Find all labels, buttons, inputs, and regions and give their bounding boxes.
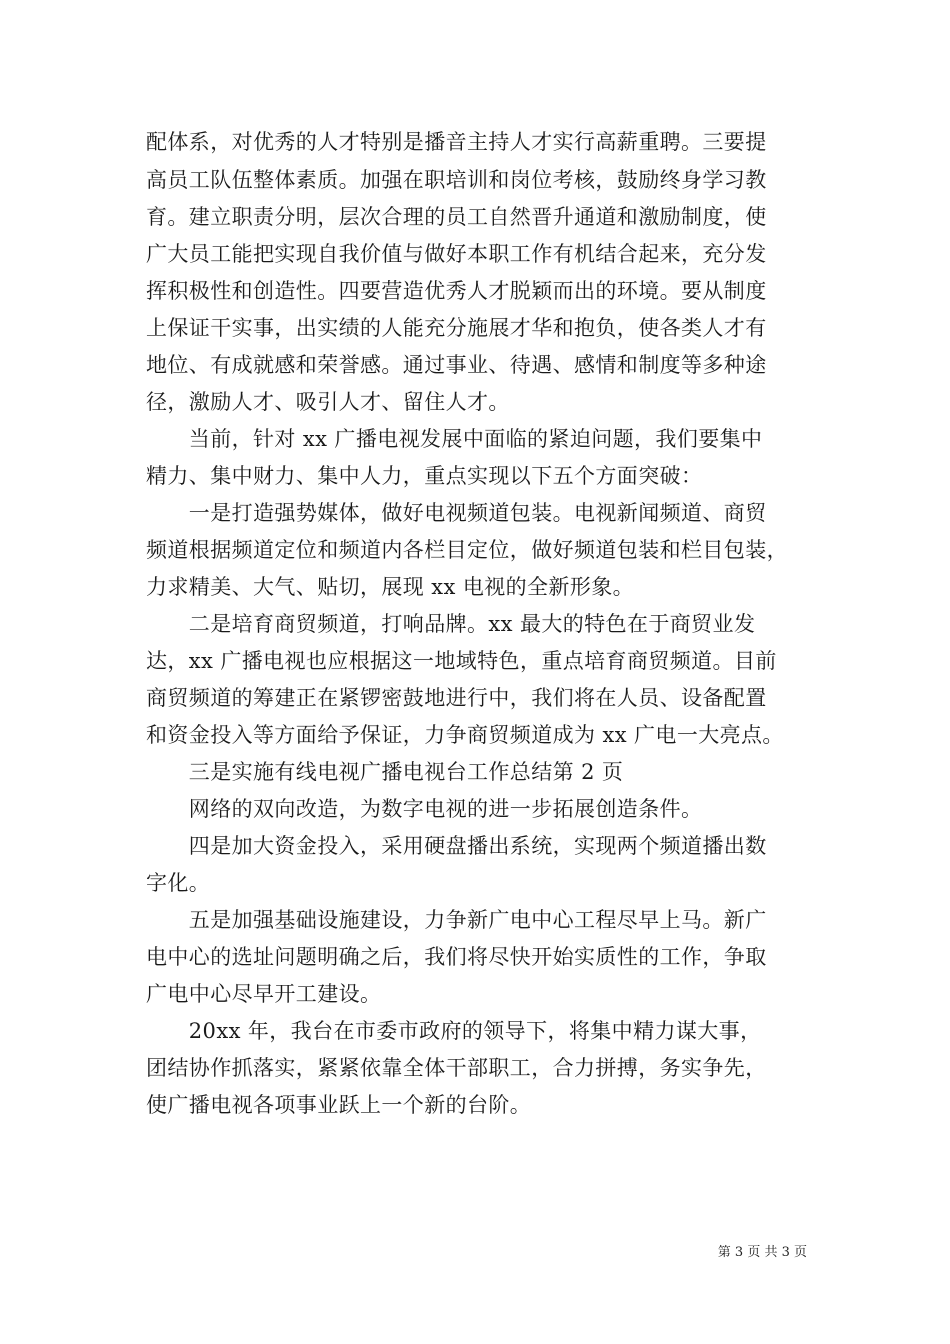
text-line: 精力、集中财力、集中人力，重点实现以下五个方面突破：: [146, 464, 703, 488]
text-line: 团结协作抓落实，紧紧依靠全体干部职工，合力拼搏，务实争先，: [146, 1056, 767, 1080]
text-line: 和资金投入等方面给予保证，力争商贸频道成为 xx 广电一大亮点。: [146, 723, 784, 747]
text-line: 育。建立职责分明，层次合理的员工自然晋升通道和激励制度，使: [146, 205, 767, 229]
text-line: 当前，针对 xx 广播电视发展中面临的紧迫问题，我们要集中: [146, 427, 763, 451]
text-line: 达，xx 广播电视也应根据这一地域特色，重点培育商贸频道。目前: [146, 649, 777, 673]
text-line: 广大员工能把实现自我价值与做好本职工作有机结合起来，充分发: [146, 242, 767, 266]
text-line: 20xx 年，我台在市委市政府的领导下，将集中精力谋大事，: [146, 1019, 762, 1043]
text-line: 地位、有成就感和荣誉感。通过事业、待遇、感情和制度等多种途: [146, 353, 767, 377]
text-line: 商贸频道的筹建正在紧锣密鼓地进行中，我们将在人员、设备配置: [146, 686, 767, 710]
text-line: 挥积极性和创造性。四要营造优秀人才脱颖而出的环境。要从制度: [146, 279, 767, 303]
text-line: 径，激励人才、吸引人才、留住人才。: [146, 390, 510, 414]
page-number: 第 3 页 共 3 页: [717, 1245, 807, 1260]
text-line: 力求精美、大气、贴切，展现 xx 电视的全新形象。: [146, 575, 635, 599]
text-line: 广电中心尽早开工建设。: [146, 982, 382, 1006]
text-line: 电中心的选址问题明确之后，我们将尽快开始实质性的工作，争取: [146, 945, 767, 969]
text-line: 一是打造强势媒体，做好电视频道包装。电视新闻频道、商贸: [146, 501, 767, 525]
text-line: 频道根据频道定位和频道内各栏目定位，做好频道包装和栏目包装，: [146, 538, 788, 562]
text-line: 五是加强基础设施建设，力争新广电中心工程尽早上马。新广: [146, 908, 767, 932]
text-line: 字化。: [146, 871, 211, 895]
text-line: 使广播电视各项事业跃上一个新的台阶。: [146, 1093, 532, 1117]
text-line: 高员工队伍整体素质。加强在职培训和岗位考核，鼓励终身学习教: [146, 168, 767, 192]
text-line: 四是加大资金投入，采用硬盘播出系统，实现两个频道播出数: [146, 834, 767, 858]
text-line: 配体系，对优秀的人才特别是播音主持人才实行高薪重聘。三要提: [146, 130, 767, 154]
text-line: 二是培育商贸频道，打响品牌。xx 最大的特色在于商贸业发: [146, 612, 756, 636]
text-line: 网络的双向改造，为数字电视的进一步拓展创造条件。: [146, 797, 703, 821]
text-line: 上保证干实事，出实绩的人能充分施展才华和抱负，使各类人才有: [146, 316, 767, 340]
text-line: 三是实施有线电视广播电视台工作总结第 2 页: [146, 760, 624, 784]
